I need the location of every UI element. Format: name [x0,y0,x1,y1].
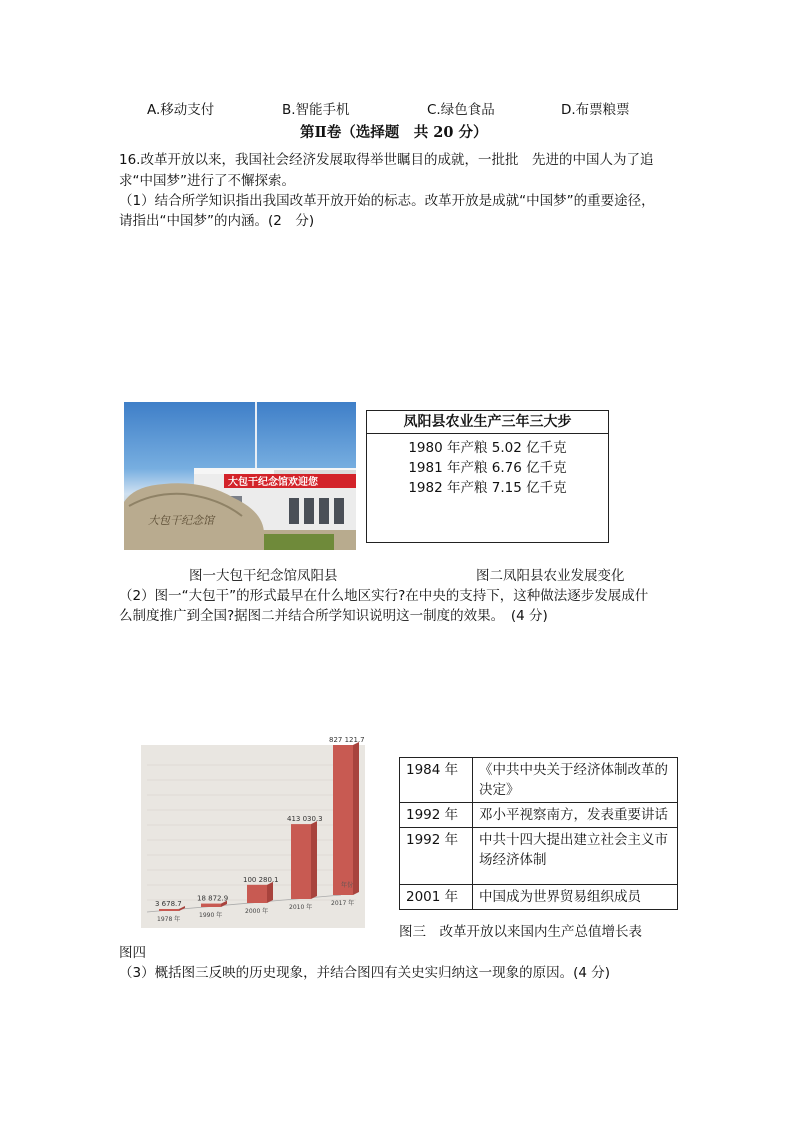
gdp-bar [291,824,311,899]
bar-side [267,882,273,903]
gdp-bar [201,904,221,907]
figure2-title: 凤阳县农业生产三年三大步 [367,411,608,434]
category-label: 2017 年 [331,900,355,907]
section-title: 第Ⅱ卷（选择题 共 20 分） [300,124,488,141]
category-label: 1990 年 [199,912,223,919]
table-row [400,885,678,910]
question-16-part2-line2: 么制度推广到全国?据图二并结合所学知识说明这一制度的效果。 (4 分) [119,608,548,624]
event-text: 中共十四大提出建立社会主义市场经济体制 [473,828,678,885]
category-label: 2010 年 [289,904,313,911]
figure1-photo [124,402,356,550]
category-label: 1978 年 [157,916,181,923]
bar-value-label: 413 030.3 [287,815,323,824]
category-label: 2000 年 [245,908,269,915]
figure2-row: 1982 年产粮 7.15 亿千克 [408,480,567,496]
gdp-bar [159,909,179,911]
memorial-hall-illustration [124,402,356,550]
table-row [400,758,678,803]
bar-value-label: 100 280.1 [243,875,279,884]
event-text: 中国成为世界贸易组织成员 [473,885,678,910]
table-row [400,803,678,828]
figure2-row: 1981 年产粮 6.76 亿千克 [408,460,567,476]
table-row [400,828,678,885]
gdp-bar-chart [141,736,365,928]
question-16-part3: （3）概括图三反映的历史现象，并结合图四有关史实归纳这一现象的原因。(4 分) [119,965,611,981]
figure3-caption: 图三 改革开放以来国内生产总值增长表 [399,924,642,940]
event-text: 《中共中央关于经济体制改革的决定》 [473,758,678,803]
banner-text: 大包干纪念馆欢迎您 [228,477,318,488]
option-a: A.移动支付 [147,102,215,118]
question-16-part1-line1: （1）结合所学知识指出我国改革开放开始的标志。改革开放是成就“中国梦”的重要途径， [119,193,655,209]
question-16-part1-line2: 请指出“中国梦”的内涵。(2 分) [119,213,315,229]
figure4-caption: 图四 [119,945,146,961]
gdp-bar [333,745,353,895]
bar-value-label: 18 872.9 [197,894,229,903]
event-text: 邓小平视察南方，发表重要讲话 [473,803,678,828]
x-axis-label: 年份 [341,882,354,889]
option-c: C.绿色食品 [427,102,495,118]
bar-value-label: 827 121.7 [329,736,365,744]
figure2-table [366,410,609,543]
gdp-bar [247,885,267,903]
bar-side [353,742,359,895]
event-year: 1992 年 [400,828,473,885]
figure2-row: 1980 年产粮 5.02 亿千克 [408,440,567,456]
figure1-caption: 图一大包干纪念馆凤阳县 [189,568,338,584]
event-year: 1984 年 [400,758,473,803]
event-year: 1992 年 [400,803,473,828]
rock-inscription: 大包干纪念馆 [148,514,214,527]
bar-value-label: 3 678.7 [155,900,182,908]
option-b: B.智能手机 [282,102,350,118]
question-16-intro-line2: 求“中国梦”进行了不懈探索。 [119,173,295,189]
event-year: 2001 年 [400,885,473,910]
question-16-part2-line1: （2）图一“大包干”的形式最早在什么地区实行?在中央的支持下，这种做法逐步发展成什 [119,588,649,604]
question-16-intro-line1: 16.改革开放以来，我国社会经济发展取得举世瞩目的成就，一批批 先进的中国人为了追 [119,152,654,168]
figure3-chart-photo [141,736,365,928]
option-d: D.布票粮票 [561,102,630,118]
figure4-events-table [399,757,678,910]
figure2-caption: 图二凤阳县农业发展变化 [476,568,625,584]
answer-options [0,98,794,118]
bar-side [311,821,317,899]
